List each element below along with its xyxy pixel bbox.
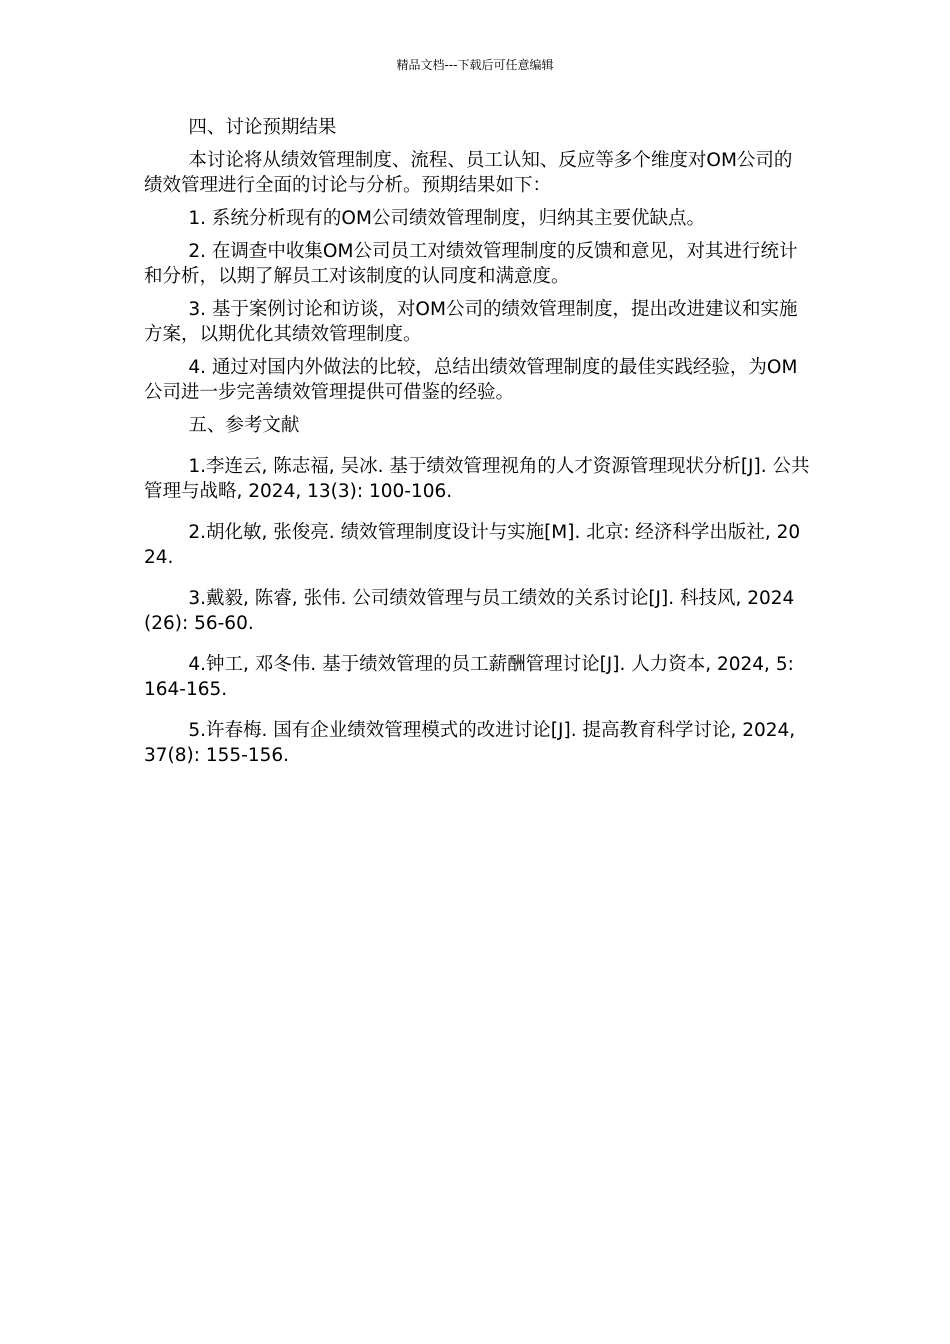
reference-item: 2.胡化敏, 张俊亮. 绩效管理制度设计与实施[M]. 北京: 经济科学出版社, 2024.	[144, 522, 801, 568]
expected-result-item: 1. 系统分析现有的OM公司绩效管理制度，归纳其主要优缺点。	[188, 208, 705, 229]
section-heading-references: 五、参考文献	[188, 415, 300, 436]
expected-result-item: 3. 基于案例讨论和访谈，对OM公司的绩效管理制度，提出改进建议和实施方案，以期优化其绩效管理制度。	[144, 299, 798, 345]
expected-result-item: 2. 在调查中收集OM公司员工对绩效管理制度的反馈和意见，对其进行统计和分析，以期了解员工对该制度的认同度和满意度。	[144, 241, 798, 287]
reference-item: 4.钟工, 邓冬伟. 基于绩效管理的员工薪酬管理讨论[J]. 人力资本, 2024, 5: 164-165.	[144, 654, 794, 700]
page-header: 精品文档---下载后可任意编辑	[396, 58, 554, 72]
reference-item: 1.李连云, 陈志福, 吴冰. 基于绩效管理视角的人才资源管理现状分析[J]. 公共管理与战略, 2024, 13(3): 100-106.	[144, 456, 810, 502]
section-intro-paragraph: 本讨论将从绩效管理制度、流程、员工认知、反应等多个维度对OM公司的绩效管理进行全面的讨论与分析。预期结果如下：	[144, 150, 793, 196]
document-body	[144, 115, 810, 784]
section-heading-expected-results: 四、讨论预期结果	[188, 117, 337, 138]
reference-item: 5.许春梅. 国有企业绩效管理模式的改进讨论[J]. 提高教育科学讨论, 2024, 37(8): 155-156.	[144, 720, 796, 766]
expected-result-item: 4. 通过对国内外做法的比较，总结出绩效管理制度的最佳实践经验，为OM公司进一步完善绩效管理提供可借鉴的经验。	[144, 357, 798, 403]
reference-item: 3.戴毅, 陈睿, 张伟. 公司绩效管理与员工绩效的关系讨论[J]. 科技风, 2024(26): 56-60.	[144, 588, 795, 634]
